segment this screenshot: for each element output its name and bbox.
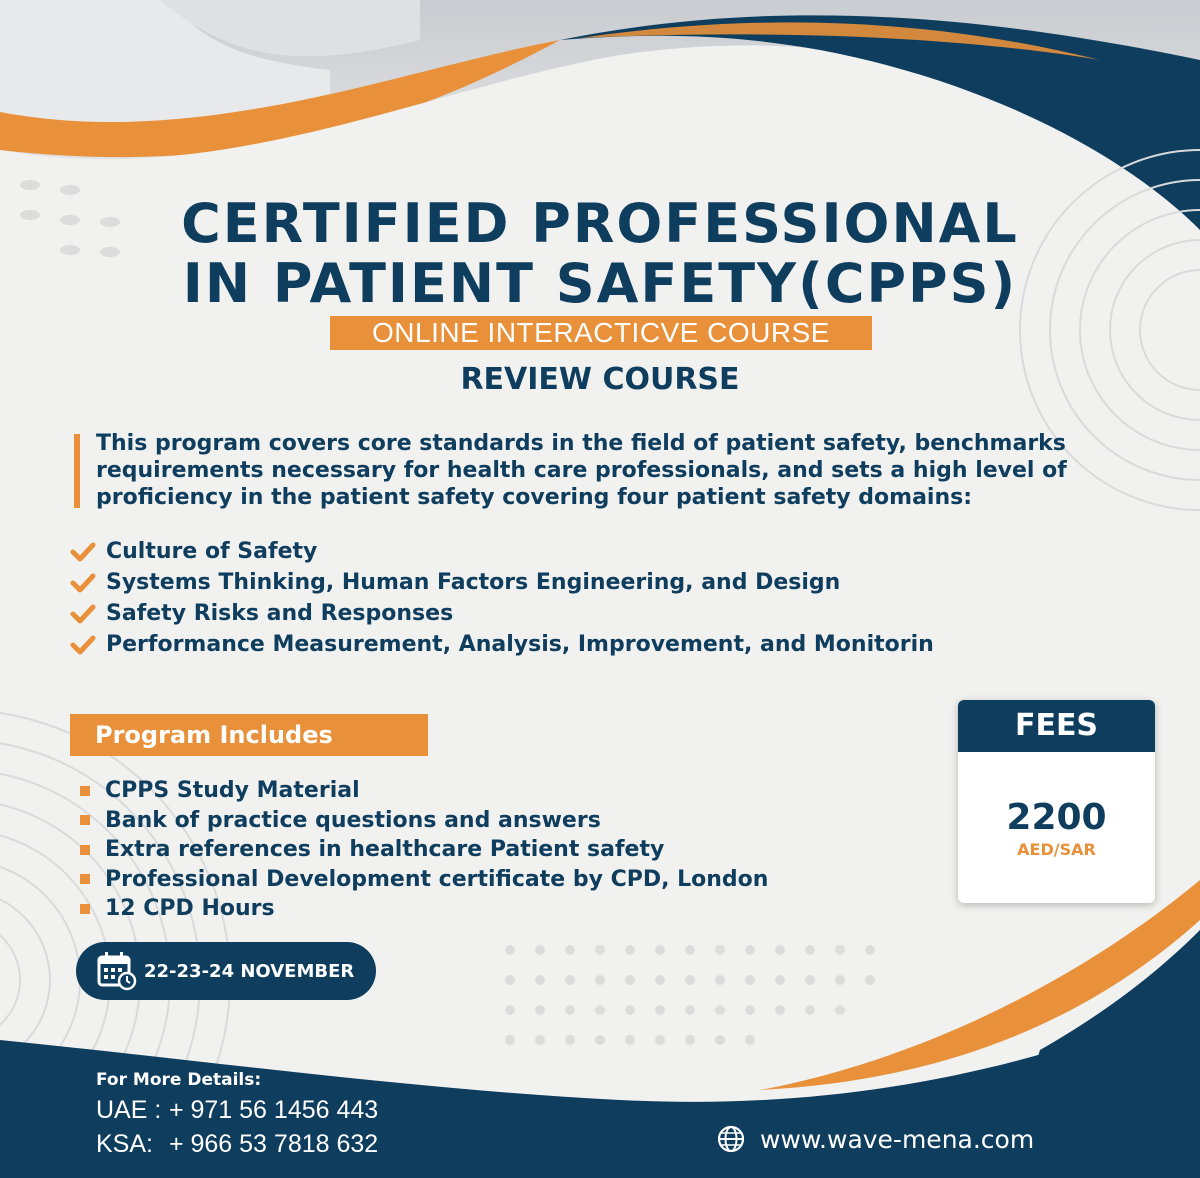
course-type: REVIEW COURSE bbox=[460, 362, 740, 397]
contact-uae bbox=[96, 1096, 378, 1125]
check-icon bbox=[70, 634, 96, 656]
check-icon bbox=[70, 541, 96, 563]
list-item bbox=[80, 894, 768, 924]
globe-icon bbox=[716, 1124, 746, 1154]
calendar-icon bbox=[96, 951, 138, 991]
list-item bbox=[80, 776, 768, 806]
program-description: This program covers core standards in the field of patient safety, benchmarks requirements necessary for health care professionals, and sets a high level of proficiency in the patient safety covering four patient safety domains: bbox=[96, 431, 1067, 510]
list-item bbox=[70, 536, 934, 567]
list-item bbox=[80, 865, 768, 895]
contact-heading: For More Details: bbox=[96, 1070, 262, 1090]
square-bullet-icon bbox=[80, 874, 90, 884]
include-label: Extra references in healthcare Patient safety bbox=[105, 837, 665, 863]
ksa-phone[interactable]: + 966 53 7818 632 bbox=[168, 1130, 379, 1158]
includes-list bbox=[80, 776, 768, 924]
include-label: Bank of practice questions and answers bbox=[105, 807, 601, 833]
check-icon bbox=[70, 603, 96, 625]
list-item bbox=[80, 835, 768, 865]
domain-list bbox=[70, 536, 934, 660]
square-bullet-icon bbox=[80, 845, 90, 855]
domain-label: Systems Thinking, Human Factors Engineering, and Design bbox=[106, 570, 841, 595]
uae-phone[interactable]: + 971 56 1456 443 bbox=[168, 1096, 379, 1124]
list-item bbox=[70, 629, 934, 660]
domain-label: Performance Measurement, Analysis, Improvement, and Monitorin bbox=[106, 632, 934, 657]
include-label: Professional Development certificate by CPD, London bbox=[105, 866, 769, 892]
uae-label: UAE : bbox=[96, 1096, 162, 1124]
fees-card bbox=[958, 700, 1155, 903]
domain-label: Culture of Safety bbox=[106, 539, 318, 564]
include-label: 12 CPD Hours bbox=[105, 896, 275, 922]
page-title-line-2: IN PATIENT SAFETY(CPPS) bbox=[182, 252, 1018, 315]
website-url[interactable]: www.wave-mena.com bbox=[760, 1124, 1035, 1154]
fees-label: FEES bbox=[958, 700, 1155, 752]
list-item bbox=[80, 806, 768, 836]
description-accent-bar bbox=[74, 434, 80, 508]
include-label: CPPS Study Material bbox=[105, 778, 360, 804]
program-includes-heading: Program Includes bbox=[70, 714, 428, 756]
square-bullet-icon bbox=[80, 786, 90, 796]
fees-amount: 2200 bbox=[1006, 797, 1107, 838]
square-bullet-icon bbox=[80, 904, 90, 914]
square-bullet-icon bbox=[80, 815, 90, 825]
event-date: 22-23-24 NOVEMBER bbox=[144, 960, 355, 982]
domain-label: Safety Risks and Responses bbox=[106, 601, 454, 626]
check-icon bbox=[70, 572, 96, 594]
list-item bbox=[70, 567, 934, 598]
list-item bbox=[70, 598, 934, 629]
date-badge bbox=[76, 942, 376, 1000]
page-title-line-1: CERTIFIED PROFESSIONAL bbox=[181, 192, 1019, 255]
contact-ksa bbox=[96, 1130, 378, 1159]
ksa-label: KSA: bbox=[96, 1130, 153, 1158]
fees-currency: AED/SAR bbox=[1017, 840, 1096, 859]
subtitle-banner: ONLINE INTERACTICVE COURSE bbox=[330, 316, 872, 350]
website-link[interactable] bbox=[716, 1124, 1034, 1154]
